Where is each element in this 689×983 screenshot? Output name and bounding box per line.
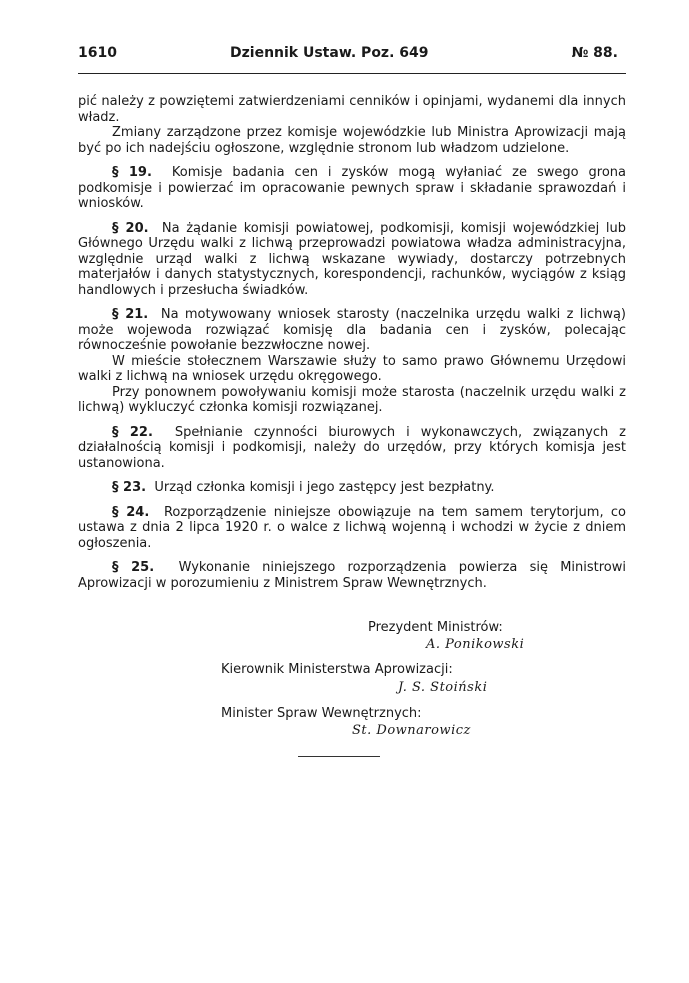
section-22 [78,425,626,472]
section-number: § 20. [112,220,149,236]
section-number: § 23. [112,480,147,495]
section-number: § 19. [112,165,152,180]
journal-title: Dziennik Ustaw. Poz. 649 [230,45,429,61]
section-text: Na żądanie komisji powiatowej, podkomisji, komisji wojewódzkiej lub Głównego Urzędu walki z lichwą przeprowadzi powiatowa władza administracyjna, względnie urząd walki z lichwą wskazane wywiady, dostarczy potrzebnych materjałów i danych statystycznych, korespondencji, rachunków, wyciągów z ksiąg handlowych i przesłucha świadków. [78,220,626,298]
section-25 [78,560,626,591]
section-19 [78,165,626,212]
section-number: § 21. [112,307,149,322]
signature-title: Prezydent Ministrów: [368,620,503,635]
header-divider [78,73,626,74]
section-21 [78,307,626,354]
section-23 [78,480,626,496]
section-text: Wykonanie niniejszego rozporządzenia powierza się Ministrowi Aprowizacji w porozumieniu z Ministrem Spraw Wewnętrznych. [78,560,626,591]
section-text: Urząd członka komisji i jego zastępcy jest bezpłatny. [154,480,495,495]
paragraph-continuation: pić należy z powziętemi zatwierdzeniami cenników i opinjami, wydanemi dla innych władz. [78,94,626,125]
section-21-paragraph-2: W mieście stołecznem Warszawie służy to samo prawo Głównemu Urzędowi walki z lichwą na wniosek urzędu okręgowego. [78,353,626,384]
signature-title: Minister Spraw Wewnętrznych: [221,706,422,721]
closing-divider [298,756,380,757]
section-number: § 25. [112,560,155,575]
signature-name: St. Downarowicz [352,723,471,738]
section-number: § 22. [112,424,153,440]
section-21-paragraph-3: Przy ponownem powoływaniu komisji może starosta (naczelnik urzędu walki z lichwą) wykluczyć członka komisji rozwiązanej. [78,384,626,415]
issue-number: № 88. [571,45,618,61]
section-24 [78,505,626,552]
section-text: Rozporządzenie niniejsze obowiązuje na tem samem terytorjum, co ustawa z dnia 2 lipca 1920 r. o walce z lichwą wojenną i wchodzi w życie z dniem ogłoszenia. [78,504,627,551]
document-body [78,94,626,591]
section-text: Spełnianie czynności biurowych i wykonawczych, związanych z działalnością komisji i podkomisji, należy do urzędów, przy których komisja jest ustanowiona. [78,424,627,471]
section-number: § 24. [112,504,150,520]
signature-name: J. S. Stoiński [398,680,488,695]
section-text: Na motywowany wniosek starosty (naczelnika urzędu walki z lichwą) może wojewoda rozwiązać komisję dla badania cen i zysków, polecając równocześnie powołanie bezzwłoczne nowej. [78,307,626,353]
page-header [78,45,626,67]
signature-title: Kierownik Ministerstwa Aprowizacji: [221,662,453,677]
paragraph-changes: Zmiany zarządzone przez komisje wojewódzkie lub Ministra Aprowizacji mają być po ich nadejściu ogłoszone, względnie stronom lub władzom udzielone. [78,125,626,156]
page-number: 1610 [78,45,117,61]
section-text: Komisje badania cen i zysków mogą wyłaniać ze swego grona podkomisje i powierzać im opracowanie pewnych spraw i składanie sprawozdań i wniosków. [78,165,627,211]
section-20 [78,221,626,299]
signature-name: A. Ponikowski [426,637,525,652]
